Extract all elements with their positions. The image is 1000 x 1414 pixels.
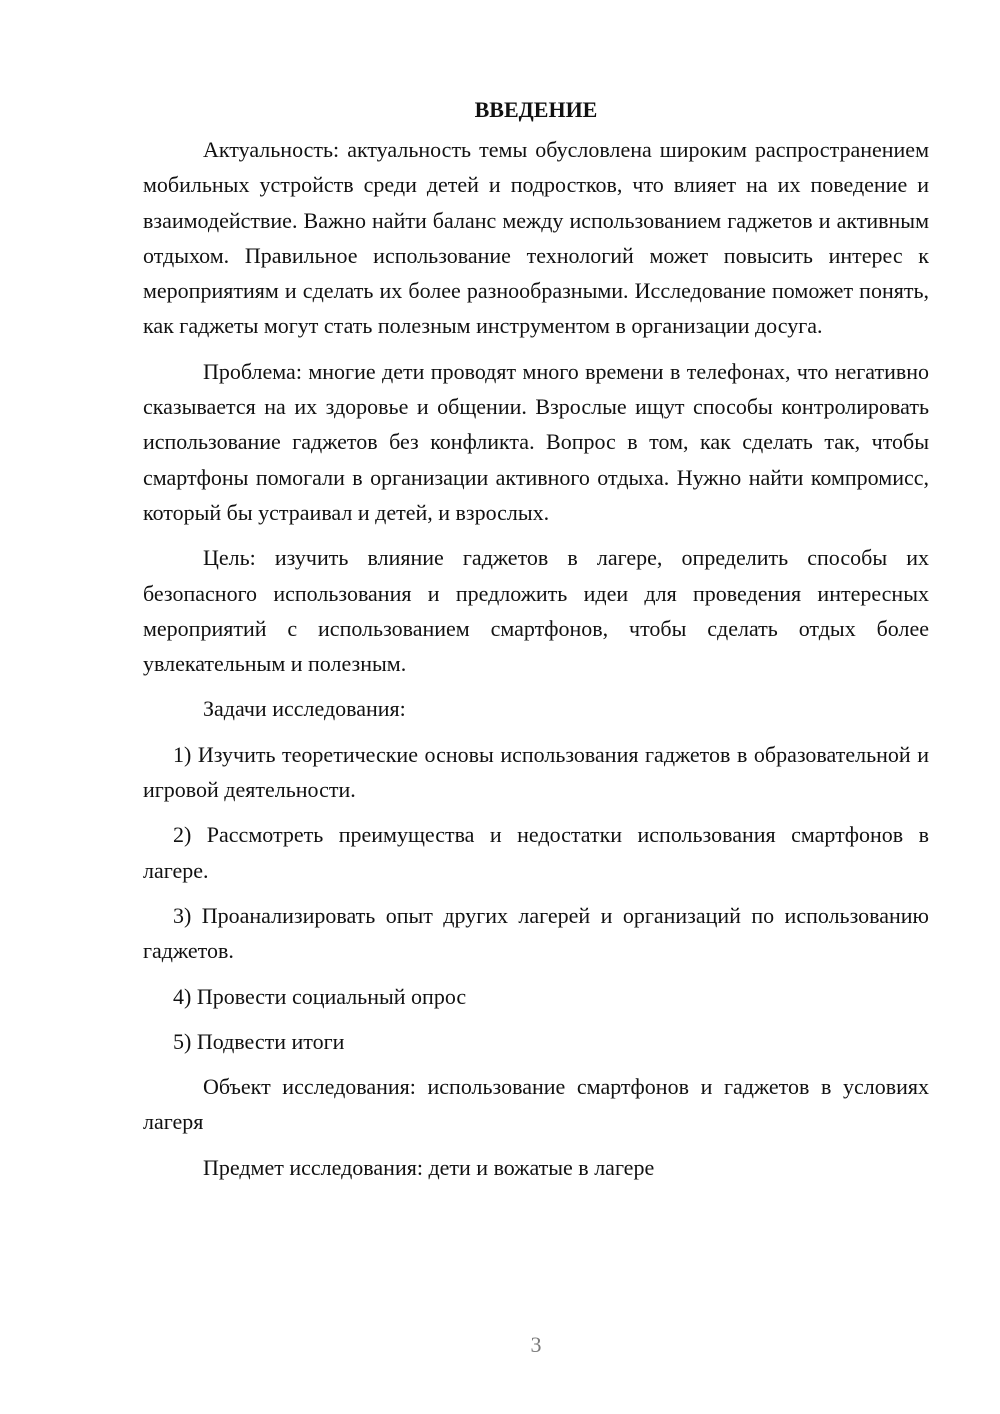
task-item: 5) Подвести итоги xyxy=(173,1028,345,1054)
relevance-paragraph: Актуальность: актуальность темы обусловлена широким распространением мобильных устройств среди детей и подростков, что влияет на их поведение и взаимодействие. Важно найти баланс между использованием гаджетов и активным отдыхом. Правильное использование технологий может повысить интерес к мероприятиям и сделать их более разнообразными. Исследование поможет понять, как гаджеты могут стать полезным инструментом в организации досуга. xyxy=(143,137,929,339)
object-paragraph: Объект исследования: использование смартфонов и гаджетов в условиях лагеря xyxy=(143,1074,929,1135)
tasks-heading: Задачи исследования: xyxy=(203,696,406,722)
page-title: ВВЕДЕНИЕ xyxy=(474,97,598,122)
task-item: 1) Изучить теоретические основы использования гаджетов в образовательной и игровой деятельности. xyxy=(143,741,929,803)
document-page xyxy=(143,92,929,1195)
task-item: 2) Рассмотреть преимущества и недостатки использования смартфонов в лагере. xyxy=(143,822,929,883)
problem-paragraph: Проблема: многие дети проводят много времени в телефонах, что негативно сказывается на их здоровье и общении. Взрослые ищут способы контролировать использование гаджетов без конфликта. Вопрос в том, как сделать так, чтобы смартфоны помогали в организации активного отдыха. Нужно найти компромисс, который бы устраивал и детей, и взрослых. xyxy=(143,358,929,525)
goal-paragraph: Цель: изучить влияние гаджетов в лагере, определить способы их безопасного использования и предложить идеи для проведения интересных мероприятий с использованием смартфонов, чтобы сделать отдых более увлекательным и полезным. xyxy=(143,545,929,677)
task-item: 3) Проанализировать опыт других лагерей и организаций по использованию гаджетов. xyxy=(143,902,929,964)
page-number: 3 xyxy=(530,1332,542,1357)
subject-paragraph: Предмет исследования: дети и вожатые в лагере xyxy=(203,1154,655,1180)
task-item: 4) Провести социальный опрос xyxy=(173,983,467,1009)
